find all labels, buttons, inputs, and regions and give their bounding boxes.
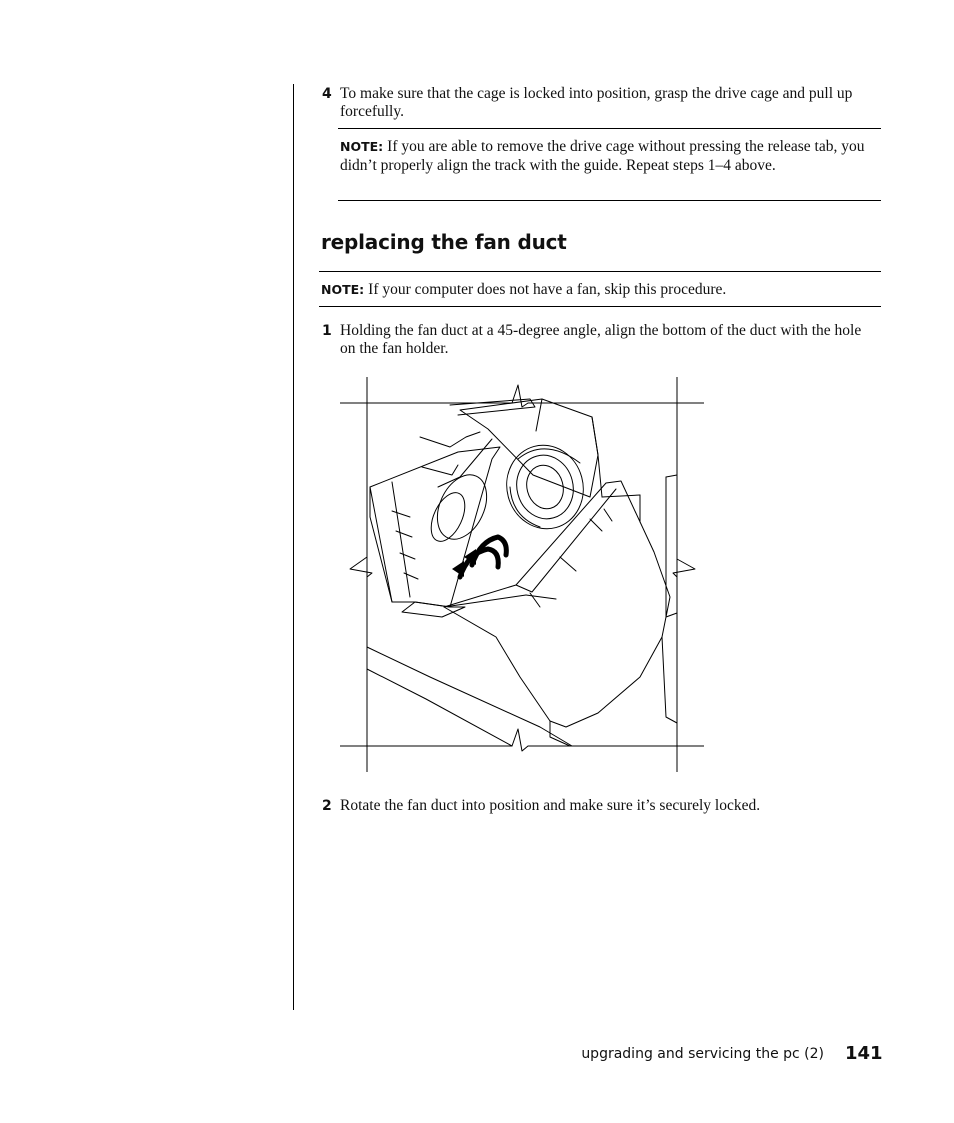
note-drive-cage bbox=[338, 128, 881, 201]
step-2 bbox=[322, 797, 867, 815]
note-fan bbox=[319, 271, 881, 307]
step-number: 1 bbox=[322, 323, 332, 339]
drive-cage bbox=[450, 399, 640, 522]
note-text: If your computer does not have a fan, skip this procedure. bbox=[368, 281, 727, 298]
frame-lines bbox=[340, 377, 704, 772]
fan-duct bbox=[444, 481, 670, 727]
margin-rule bbox=[293, 84, 294, 1010]
step-text: Rotate the fan duct into position and make sure it’s securely locked. bbox=[340, 797, 761, 814]
fan-bracket bbox=[370, 432, 500, 617]
base-plate bbox=[367, 647, 572, 746]
note-text: If you are able to remove the drive cage without pressing the release tab, you didn’t properly align the track with the guide. Repeat steps 1–4 above. bbox=[340, 138, 865, 174]
step-1 bbox=[322, 322, 867, 358]
step-number: 4 bbox=[322, 86, 332, 102]
footer-chapter: upgrading and servicing the pc (2) bbox=[581, 1046, 824, 1062]
step-text: Holding the fan duct at a 45-degree angle, align the bottom of the duct with the hole on the fan holder. bbox=[340, 322, 862, 357]
step-4 bbox=[322, 85, 867, 121]
section-title: replacing the fan duct bbox=[321, 230, 567, 254]
note-label: NOTE: bbox=[340, 139, 384, 154]
page-number: 141 bbox=[845, 1043, 883, 1064]
note-label: NOTE: bbox=[321, 282, 365, 297]
step-text: To make sure that the cage is locked into position, grasp the drive cage and pull up forcefully. bbox=[340, 85, 853, 120]
fan bbox=[497, 437, 592, 538]
step-number: 2 bbox=[322, 798, 332, 814]
fan-duct-illustration bbox=[340, 377, 704, 772]
